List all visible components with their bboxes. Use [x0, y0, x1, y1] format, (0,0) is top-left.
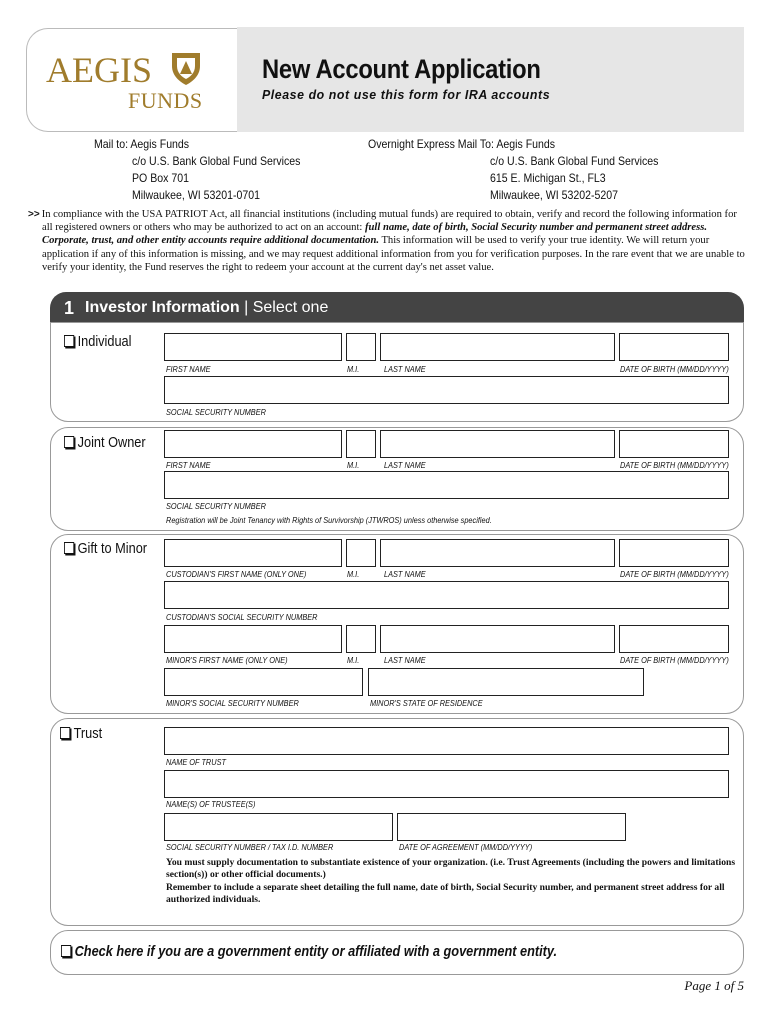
minor-state-field[interactable] — [368, 668, 644, 696]
field-label: DATE OF BIRTH (MM/DD/YYYY) — [620, 570, 729, 579]
field-label: CUSTODIAN'S SOCIAL SECURITY NUMBER — [166, 613, 318, 622]
overnight-address-line: Milwaukee, WI 53202-5207 — [490, 188, 618, 202]
field-label: FIRST NAME — [166, 461, 211, 470]
logo-wordmark-funds: FUNDS — [128, 88, 203, 113]
notice-text: This information will be used to verify your true identity. We will return your application if any of this information is missing, and we may request additional information from you for verification purposes. In the rare event that we are unable to verify your identity, the Fund reserves the right to redeem your account at the current day's net asset value. — [42, 235, 745, 273]
field-label: LAST NAME — [384, 365, 426, 374]
trustees-field[interactable] — [164, 770, 729, 798]
minor-ssn-field[interactable] — [164, 668, 363, 696]
field-label: DATE OF BIRTH (MM/DD/YYYY) — [620, 365, 729, 374]
page-subtitle: Please do not use this form for IRA accounts — [262, 87, 551, 102]
checkbox-icon[interactable] — [61, 945, 71, 957]
section-title: Investor Information | Select one — [85, 299, 329, 316]
logo-wordmark-aegis: AEGIS — [46, 50, 152, 90]
individual-checkbox[interactable]: Individual — [64, 333, 131, 350]
overnight-mail-label: Overnight Express Mail To: Aegis Funds — [368, 137, 556, 151]
joint-mi-field[interactable] — [346, 430, 376, 458]
field-label: M.I. — [347, 570, 360, 579]
government-entity-checkbox[interactable]: Check here if you are a government entity or affiliated with a government entity. — [61, 943, 557, 960]
field-label: M.I. — [347, 461, 360, 470]
checkbox-icon[interactable] — [64, 542, 74, 554]
mail-address-line: PO Box 701 — [132, 171, 189, 185]
custodian-first-name-field[interactable] — [164, 539, 342, 567]
field-label: DATE OF BIRTH (MM/DD/YYYY) — [620, 461, 729, 470]
joint-ssn-field[interactable] — [164, 471, 729, 499]
joint-owner-checkbox[interactable]: Joint Owner — [64, 434, 146, 451]
field-label: M.I. — [347, 656, 360, 665]
trust-name-field[interactable] — [164, 727, 729, 755]
field-label: CUSTODIAN'S FIRST NAME (ONLY ONE) — [166, 570, 307, 579]
individual-dob-field[interactable] — [619, 333, 729, 361]
notice-text: In compliance with the USA PATRIOT Act, all financial institutions (including mutual funds) are required to obtain, verify and record the following information for all registered owners or others who may be authorized to act on an account: — [41, 209, 737, 234]
field-label: DATE OF AGREEMENT (MM/DD/YYYY) — [399, 843, 533, 852]
overnight-address-line: 615 E. Michigan St., FL3 — [490, 171, 606, 185]
field-label: SOCIAL SECURITY NUMBER — [166, 408, 266, 417]
notice-emphasis: full name, date of birth, Social Security number and permanent street address. Corporate, trust, and other entity accounts require additional documentation. — [42, 222, 707, 247]
individual-mi-field[interactable] — [346, 333, 376, 361]
section-header-investor-information — [50, 292, 744, 324]
individual-last-name-field[interactable] — [380, 333, 615, 361]
field-label: LAST NAME — [384, 570, 426, 579]
joint-dob-field[interactable] — [619, 430, 729, 458]
page-number: Page 1 of 5 — [684, 978, 744, 993]
field-label: MINOR'S STATE OF RESIDENCE — [370, 699, 483, 708]
joint-first-name-field[interactable] — [164, 430, 342, 458]
custodian-dob-field[interactable] — [619, 539, 729, 567]
custodian-mi-field[interactable] — [346, 539, 376, 567]
checkbox-icon[interactable] — [64, 335, 74, 347]
field-label: SOCIAL SECURITY NUMBER / TAX I.D. NUMBER — [166, 843, 334, 852]
field-label: LAST NAME — [384, 656, 426, 665]
field-label: NAME OF TRUST — [166, 758, 226, 767]
page-title: New Account Application — [262, 54, 541, 84]
custodian-last-name-field[interactable] — [380, 539, 615, 567]
field-label: SOCIAL SECURITY NUMBER — [166, 502, 266, 511]
chevron-marker: >> — [28, 209, 40, 220]
field-label: MINOR'S SOCIAL SECURITY NUMBER — [166, 699, 299, 708]
minor-first-name-field[interactable] — [164, 625, 342, 653]
trust-authorized-individuals-note: Remember to include a separate sheet detailing the full name, date of birth, Social Security number, and permanent street address for all authorized individuals. — [166, 882, 725, 905]
minor-dob-field[interactable] — [619, 625, 729, 653]
minor-last-name-field[interactable] — [380, 625, 615, 653]
individual-first-name-field[interactable] — [164, 333, 342, 361]
individual-ssn-field[interactable] — [164, 376, 729, 404]
checkbox-icon[interactable] — [60, 727, 70, 739]
patriot-act-notice — [28, 208, 748, 274]
section-subtitle: Select one — [252, 299, 329, 316]
field-label: MINOR'S FIRST NAME (ONLY ONE) — [166, 656, 288, 665]
minor-mi-field[interactable] — [346, 625, 376, 653]
trust-documentation-note: You must supply documentation to substantiate existence of your organization. (i.e. Trust Agreements (including the powers and limitations section(s)) or other official documents.) — [166, 857, 736, 880]
trust-checkbox[interactable]: Trust — [60, 725, 102, 742]
field-label: M.I. — [347, 365, 360, 374]
jtwros-note: Registration will be Joint Tenancy with Rights of Survivorship (JTWROS) unless otherwise specified. — [166, 516, 492, 525]
field-label: FIRST NAME — [166, 365, 211, 374]
trust-agreement-date-field[interactable] — [397, 813, 626, 841]
government-entity-panel — [50, 930, 744, 975]
joint-last-name-field[interactable] — [380, 430, 615, 458]
mail-address-line: Milwaukee, WI 53201-0701 — [132, 188, 260, 202]
gift-to-minor-checkbox[interactable]: Gift to Minor — [64, 540, 147, 557]
field-label: LAST NAME — [384, 461, 426, 470]
field-label: DATE OF BIRTH (MM/DD/YYYY) — [620, 656, 729, 665]
mail-address-line: c/o U.S. Bank Global Fund Services — [132, 154, 301, 168]
section-number: 1 — [64, 298, 75, 318]
custodian-ssn-field[interactable] — [164, 581, 729, 609]
field-label: NAME(S) OF TRUSTEE(S) — [166, 800, 256, 809]
shield-icon — [170, 50, 202, 86]
overnight-address-line: c/o U.S. Bank Global Fund Services — [490, 154, 659, 168]
checkbox-icon[interactable] — [64, 436, 74, 448]
trust-tax-id-field[interactable] — [164, 813, 393, 841]
mail-to-label: Mail to: Aegis Funds — [94, 137, 190, 151]
